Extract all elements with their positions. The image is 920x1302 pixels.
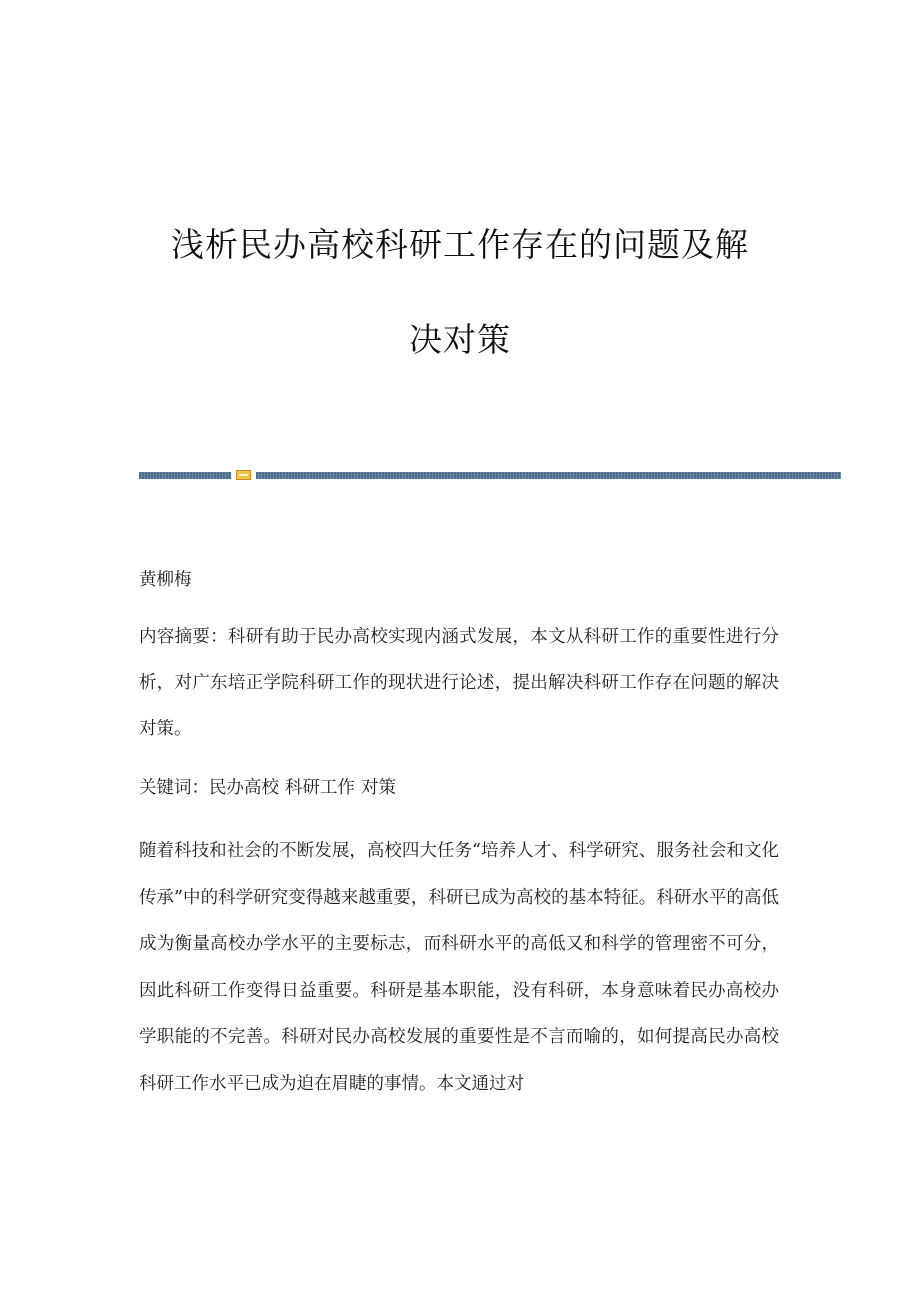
document-title-line-2: 决对策 <box>409 320 511 359</box>
title-divider <box>139 470 841 480</box>
divider-bar-right <box>256 472 841 479</box>
keywords-line <box>139 774 779 802</box>
keywords-label: 关键词： <box>139 778 209 798</box>
keyword-item: 对策 <box>361 778 396 798</box>
body-paragraph: 随着科技和社会的不断发展，高校四大任务“培养人才、科学研究、服务社会和文化传承”中的科学研究变得越来越重要，科研已成为高校的基本特征。科研水平的高低成为衡量高校办学水平的主要标志，而科研水平的高低又和科学的管理密不可分，因此科研工作变得日益重要。科研是基本职能，没有科研，本身意味着民办高校办学职能的不完善。科研对民办高校发展的重要性是不言而喻的，如何提高民办高校科研工作水平已成为迫在眉睫的事情。本文通过对 <box>139 841 779 1094</box>
abstract-paragraph: 内容摘要：科研有助于民办高校实现内涵式发展，本文从科研工作的重要性进行分析，对广东培正学院科研工作的现状进行论述，提出解决科研工作存在问题的解决对策。 <box>139 627 779 739</box>
divider-bar-left <box>139 472 231 479</box>
divider-ornament-icon <box>236 470 251 480</box>
document-title-line-1: 浅析民办高校科研工作存在的问题及解 <box>171 225 749 264</box>
author-name: 黄柳梅 <box>139 570 192 590</box>
keyword-item: 科研工作 <box>285 778 355 798</box>
keyword-item: 民办高校 <box>209 778 279 798</box>
